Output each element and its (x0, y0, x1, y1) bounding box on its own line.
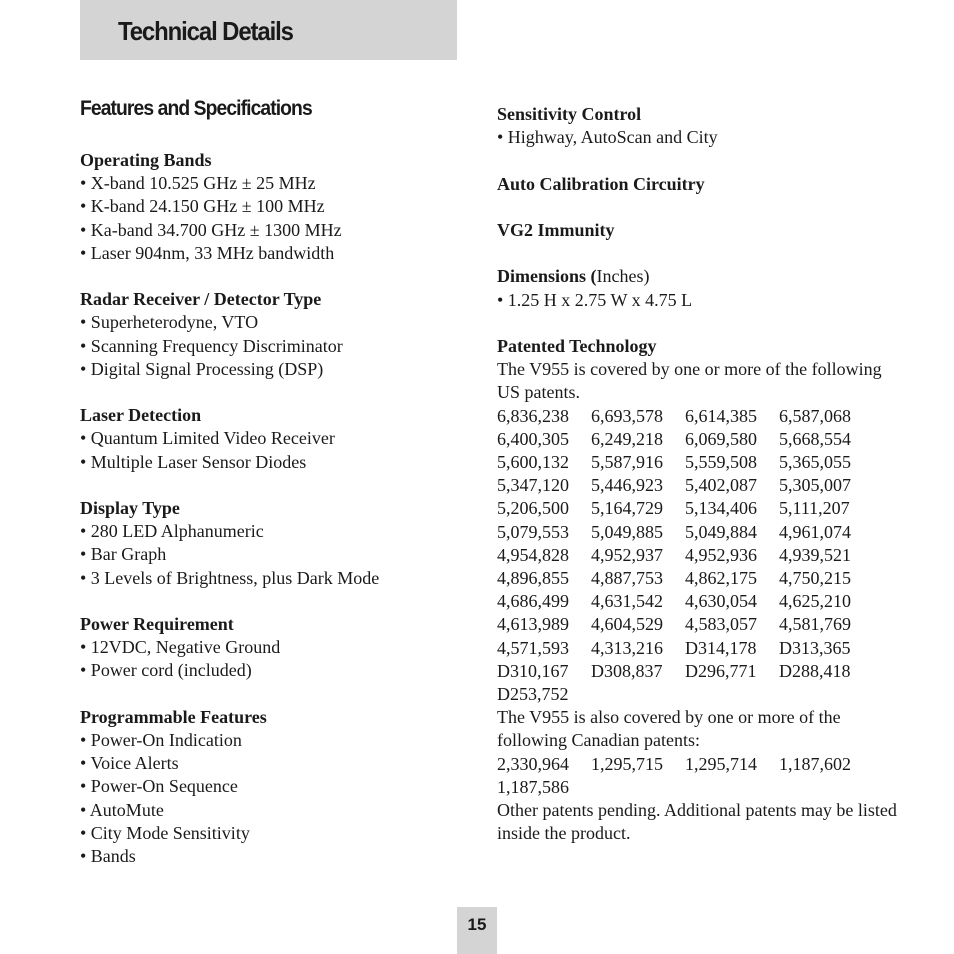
patent-number: 5,559,508 (685, 451, 757, 472)
spec-list (497, 289, 897, 312)
patent-number: 4,583,057 (685, 614, 757, 635)
patent-number: 4,630,054 (685, 591, 757, 612)
page-number-box (457, 907, 497, 954)
patent-number: 6,587,068 (779, 405, 851, 426)
patent-number: 4,313,216 (591, 637, 663, 658)
spec-item: • Quantum Limited Video Receiver (80, 428, 335, 449)
spec-item: • X-band 10.525 GHz ± 25 MHz (80, 173, 316, 194)
patent-number: 1,187,602 (779, 753, 851, 774)
spec-heading: Laser Detection (80, 405, 202, 426)
patent-number: 4,581,769 (779, 614, 851, 635)
patent-number: 5,049,885 (591, 521, 663, 542)
patent-number: 5,164,729 (591, 498, 663, 519)
patent-number: 4,631,542 (591, 591, 663, 612)
spec-item: • Ka-band 34.700 GHz ± 1300 MHz (80, 219, 342, 240)
patent-number: 1,295,715 (591, 753, 663, 774)
canada-patent-list (497, 753, 897, 799)
patent-number: 4,613,989 (497, 614, 569, 635)
patent-number: 4,604,529 (591, 614, 663, 635)
canada-patents-intro: The V955 is also covered by one or more of the following Canadian patents: (497, 707, 841, 751)
patent-number: 5,305,007 (779, 475, 851, 496)
spec-item: • City Mode Sensitivity (80, 822, 250, 843)
spec-block-vg2 (497, 219, 897, 242)
patent-number: 4,952,936 (685, 544, 757, 565)
spec-list (80, 311, 460, 381)
spec-item: • AutoMute (80, 799, 164, 820)
spec-item: • Power cord (included) (80, 660, 252, 681)
patent-number: 4,939,521 (779, 544, 851, 565)
spec-item: • 1.25 H x 2.75 W x 4.75 L (497, 289, 693, 310)
spec-item: • 3 Levels of Brightness, plus Dark Mode (80, 567, 380, 588)
patent-number: 5,402,087 (685, 475, 757, 496)
spec-heading: Patented Technology (497, 335, 657, 356)
spec-block-laser-detection (80, 404, 460, 474)
patent-number: 6,693,578 (591, 405, 663, 426)
spec-heading: Radar Receiver / Detector Type (80, 289, 322, 310)
spec-item: • Bands (80, 846, 136, 867)
patent-number: 4,961,074 (779, 521, 851, 542)
patent-number: 4,686,499 (497, 591, 569, 612)
spec-block-auto-calibration (497, 173, 897, 196)
spec-list (80, 520, 460, 590)
patent-number: 6,400,305 (497, 428, 569, 449)
patent-number: 6,249,218 (591, 428, 663, 449)
patent-number: 5,134,406 (685, 498, 757, 519)
spec-list (80, 729, 460, 868)
spec-item: • Scanning Frequency Discriminator (80, 335, 343, 356)
patent-number: 2,330,964 (497, 753, 569, 774)
patent-number: 4,625,210 (779, 591, 851, 612)
spec-heading: Display Type (80, 498, 180, 518)
spec-heading: Sensitivity Control (497, 104, 642, 124)
patent-number: 5,049,884 (685, 521, 757, 542)
patent-number: 5,446,923 (591, 475, 663, 496)
spec-list (80, 427, 460, 473)
patent-number: 5,668,554 (779, 428, 851, 449)
right-column (497, 103, 897, 869)
spec-heading: Programmable Features (80, 706, 267, 727)
patent-number: D296,771 (685, 660, 757, 681)
us-patent-list (497, 405, 897, 707)
spec-item: • Superheterodyne, VTO (80, 312, 259, 333)
patent-number: D288,418 (779, 660, 851, 681)
spec-block-power (80, 613, 460, 683)
spec-list (80, 172, 460, 265)
patent-number: 5,347,120 (497, 475, 569, 496)
spec-item: • Power-On Sequence (80, 776, 238, 797)
patent-number: 6,836,238 (497, 405, 569, 426)
spec-item: • K-band 24.150 GHz ± 100 MHz (80, 196, 325, 217)
patent-number: 6,069,580 (685, 428, 757, 449)
patent-number: 5,587,916 (591, 451, 663, 472)
spec-block-patents (497, 335, 897, 845)
spec-item: • Multiple Laser Sensor Diodes (80, 451, 307, 472)
patent-number: D310,167 (497, 660, 569, 681)
patent-number: 4,862,175 (685, 568, 757, 588)
patent-number: 4,896,855 (497, 568, 569, 588)
patent-number: D313,365 (779, 637, 851, 658)
page-number: 15 (467, 915, 487, 934)
patent-number: 1,295,714 (685, 753, 757, 774)
spec-item: • Power-On Indication (80, 730, 242, 750)
spec-heading: Operating Bands (80, 150, 212, 170)
header-bar (80, 0, 457, 60)
patent-number: D308,837 (591, 660, 663, 681)
patent-number: 4,954,828 (497, 544, 569, 565)
spec-item: • Bar Graph (80, 544, 167, 565)
patent-number: D253,752 (497, 684, 569, 705)
us-patents-intro: The V955 is covered by one or more of the following US patents. (497, 359, 882, 403)
patent-number: 5,206,500 (497, 498, 569, 519)
spec-heading: Power Requirement (80, 614, 234, 634)
spec-item: • Laser 904nm, 33 MHz bandwidth (80, 242, 335, 263)
patent-number: 5,600,132 (497, 451, 569, 472)
spec-heading: VG2 Immunity (497, 219, 615, 240)
patent-number: 5,079,553 (497, 521, 569, 542)
spec-heading: Auto Calibration Circuitry (497, 173, 705, 194)
spec-item: • Highway, AutoScan and City (497, 127, 718, 148)
spec-block-display-type (80, 497, 460, 590)
spec-item: • Voice Alerts (80, 753, 179, 774)
patent-number: 4,571,593 (497, 637, 569, 658)
patents-closing-note: Other patents pending. Additional patents may be listed inside the product. (497, 800, 897, 844)
spec-heading-unit: Inches) (596, 266, 650, 287)
spec-list (497, 126, 897, 149)
patent-number: 5,365,055 (779, 451, 851, 472)
patent-number: 4,750,215 (779, 568, 851, 588)
patent-number: 1,187,586 (497, 776, 569, 797)
spec-item: • 12VDC, Negative Ground (80, 637, 281, 658)
left-column (80, 149, 460, 891)
patent-number: 4,887,753 (591, 568, 663, 588)
section-title: Features and Specifications (80, 97, 312, 120)
spec-block-operating-bands (80, 149, 460, 265)
patent-number: 5,111,207 (779, 498, 850, 519)
patent-number: 4,952,937 (591, 544, 663, 565)
patent-number: 6,614,385 (685, 405, 757, 426)
spec-block-sensitivity (497, 103, 897, 149)
spec-block-dimensions (497, 265, 897, 311)
spec-item: • Digital Signal Processing (DSP) (80, 358, 324, 379)
spec-heading-bold: Dimensions ( (497, 266, 597, 287)
patent-number: D314,178 (685, 637, 757, 658)
page-title: Technical Details (118, 16, 293, 46)
spec-item: • 280 LED Alphanumeric (80, 521, 264, 542)
spec-list (80, 636, 460, 682)
spec-block-programmable (80, 706, 460, 868)
spec-block-detector-type (80, 288, 460, 381)
spec-heading (497, 265, 897, 288)
